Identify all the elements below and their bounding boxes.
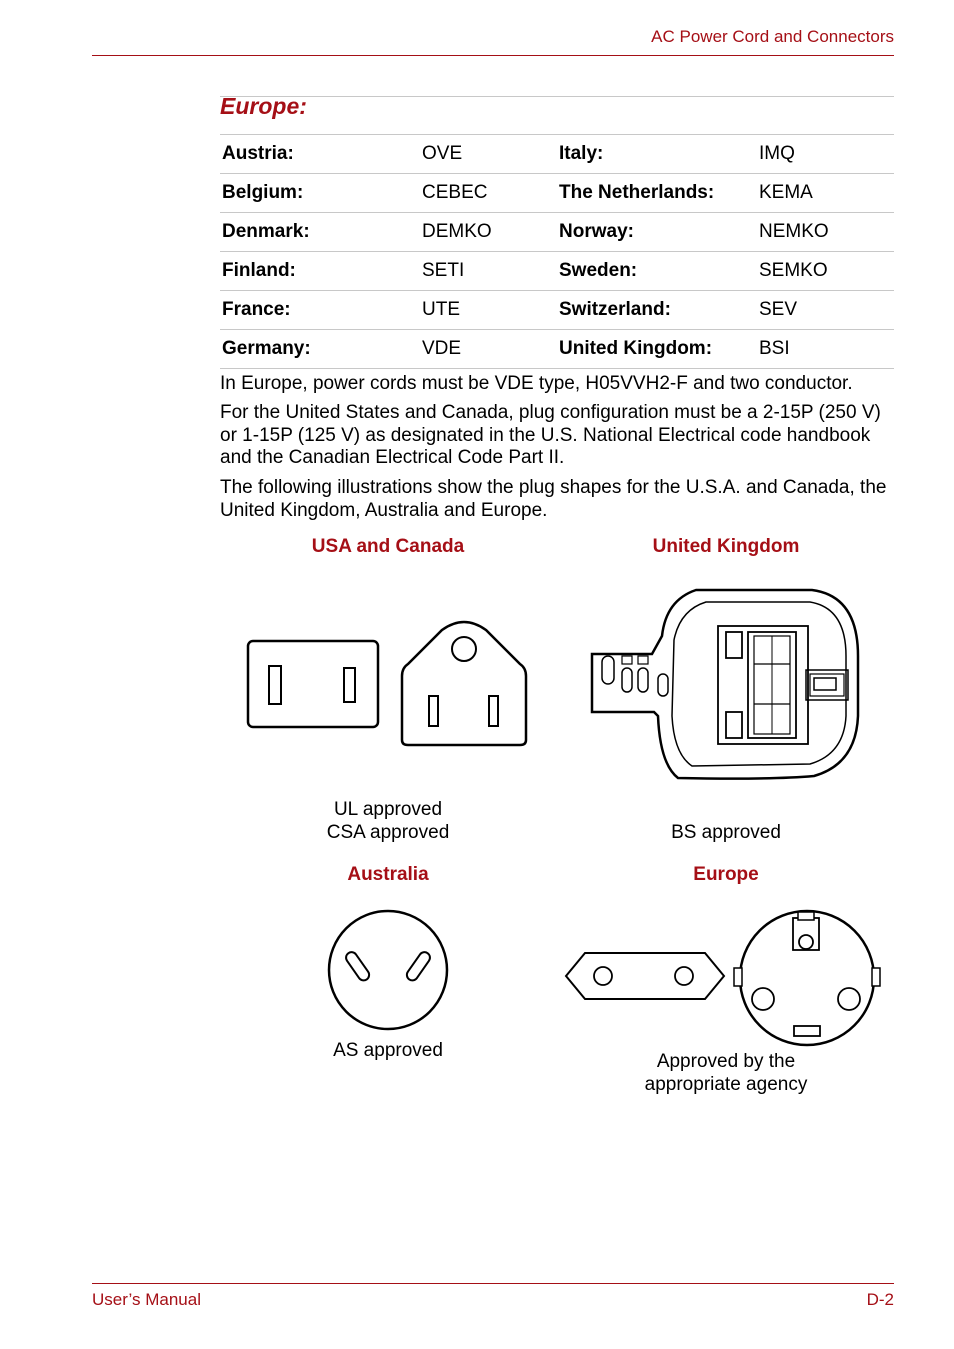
agency-value: IMQ (757, 135, 894, 174)
caption-line: UL approved (333, 799, 443, 820)
figure-title-uk: United Kingdom (652, 536, 800, 557)
europe-plug-schuko-icon (732, 906, 882, 1050)
figure-title-usa: USA and Canada (311, 536, 465, 557)
figure-title-europe: Europe (693, 864, 759, 885)
agency-value: SEV (757, 291, 894, 330)
caption-line: CSA approved (326, 822, 450, 843)
country-label: Norway: (557, 213, 757, 252)
agency-value: KEMA (757, 174, 894, 213)
agency-value: CEBEC (420, 174, 557, 213)
section-top-rule (220, 96, 894, 97)
paragraph: The following illustrations show the plug shapes for the U.S.A. and Canada, the United Kingdom, Australia and Europe. (220, 477, 887, 521)
country-label: Denmark: (220, 213, 420, 252)
caption-line: Approved by the (656, 1051, 796, 1072)
table-row (220, 174, 894, 213)
country-label: Belgium: (220, 174, 420, 213)
agency-value: NEMKO (757, 213, 894, 252)
footer-rule (92, 1283, 894, 1284)
usa-plug-grounded-icon (398, 620, 530, 748)
page-header-title: AC Power Cord and Connectors (651, 27, 894, 46)
country-label: United Kingdom: (557, 330, 757, 369)
country-label: The Netherlands: (557, 174, 757, 213)
table-row (220, 135, 894, 174)
paragraph: In Europe, power cords must be VDE type, H05VVH2-F and two conductor. (220, 373, 853, 394)
table-row (220, 252, 894, 291)
certification-table (220, 134, 894, 369)
table-row (220, 291, 894, 330)
country-label: Italy: (557, 135, 757, 174)
country-label: Finland: (220, 252, 420, 291)
caption-usa (238, 798, 538, 844)
table-row (220, 213, 894, 252)
header-rule (92, 55, 894, 56)
figure-title-australia: Australia (347, 864, 429, 885)
paragraph: For the United States and Canada, plug configuration must be a 2-15P (250 V) or 1-15P (125 V) as designated in the U.S. National Electrical code handbook and the Canadian Electrical Code Part II. (220, 402, 881, 468)
caption-europe (576, 1050, 876, 1096)
footer-page-number: D-2 (866, 1290, 894, 1309)
section-title: Europe: (220, 93, 307, 119)
country-label: France: (220, 291, 420, 330)
agency-value: BSI (757, 330, 894, 369)
country-label: Switzerland: (557, 291, 757, 330)
agency-value: SETI (420, 252, 557, 291)
country-label: Sweden: (557, 252, 757, 291)
agency-value: DEMKO (420, 213, 557, 252)
footer-manual-title: User’s Manual (92, 1290, 201, 1309)
uk-plug-icon (588, 586, 862, 784)
country-label: Austria: (220, 135, 420, 174)
australia-plug-icon (326, 908, 450, 1032)
caption-australia: AS approved (333, 1040, 443, 1061)
country-label: Germany: (220, 330, 420, 369)
agency-value: SEMKO (757, 252, 894, 291)
europe-plug-2pin-icon (563, 950, 727, 1002)
agency-value: UTE (420, 291, 557, 330)
agency-value: OVE (420, 135, 557, 174)
caption-line: appropriate agency (644, 1074, 808, 1095)
agency-value: VDE (420, 330, 557, 369)
table-row (220, 330, 894, 369)
caption-uk: BS approved (671, 822, 781, 843)
usa-plug-front-icon (246, 638, 380, 730)
